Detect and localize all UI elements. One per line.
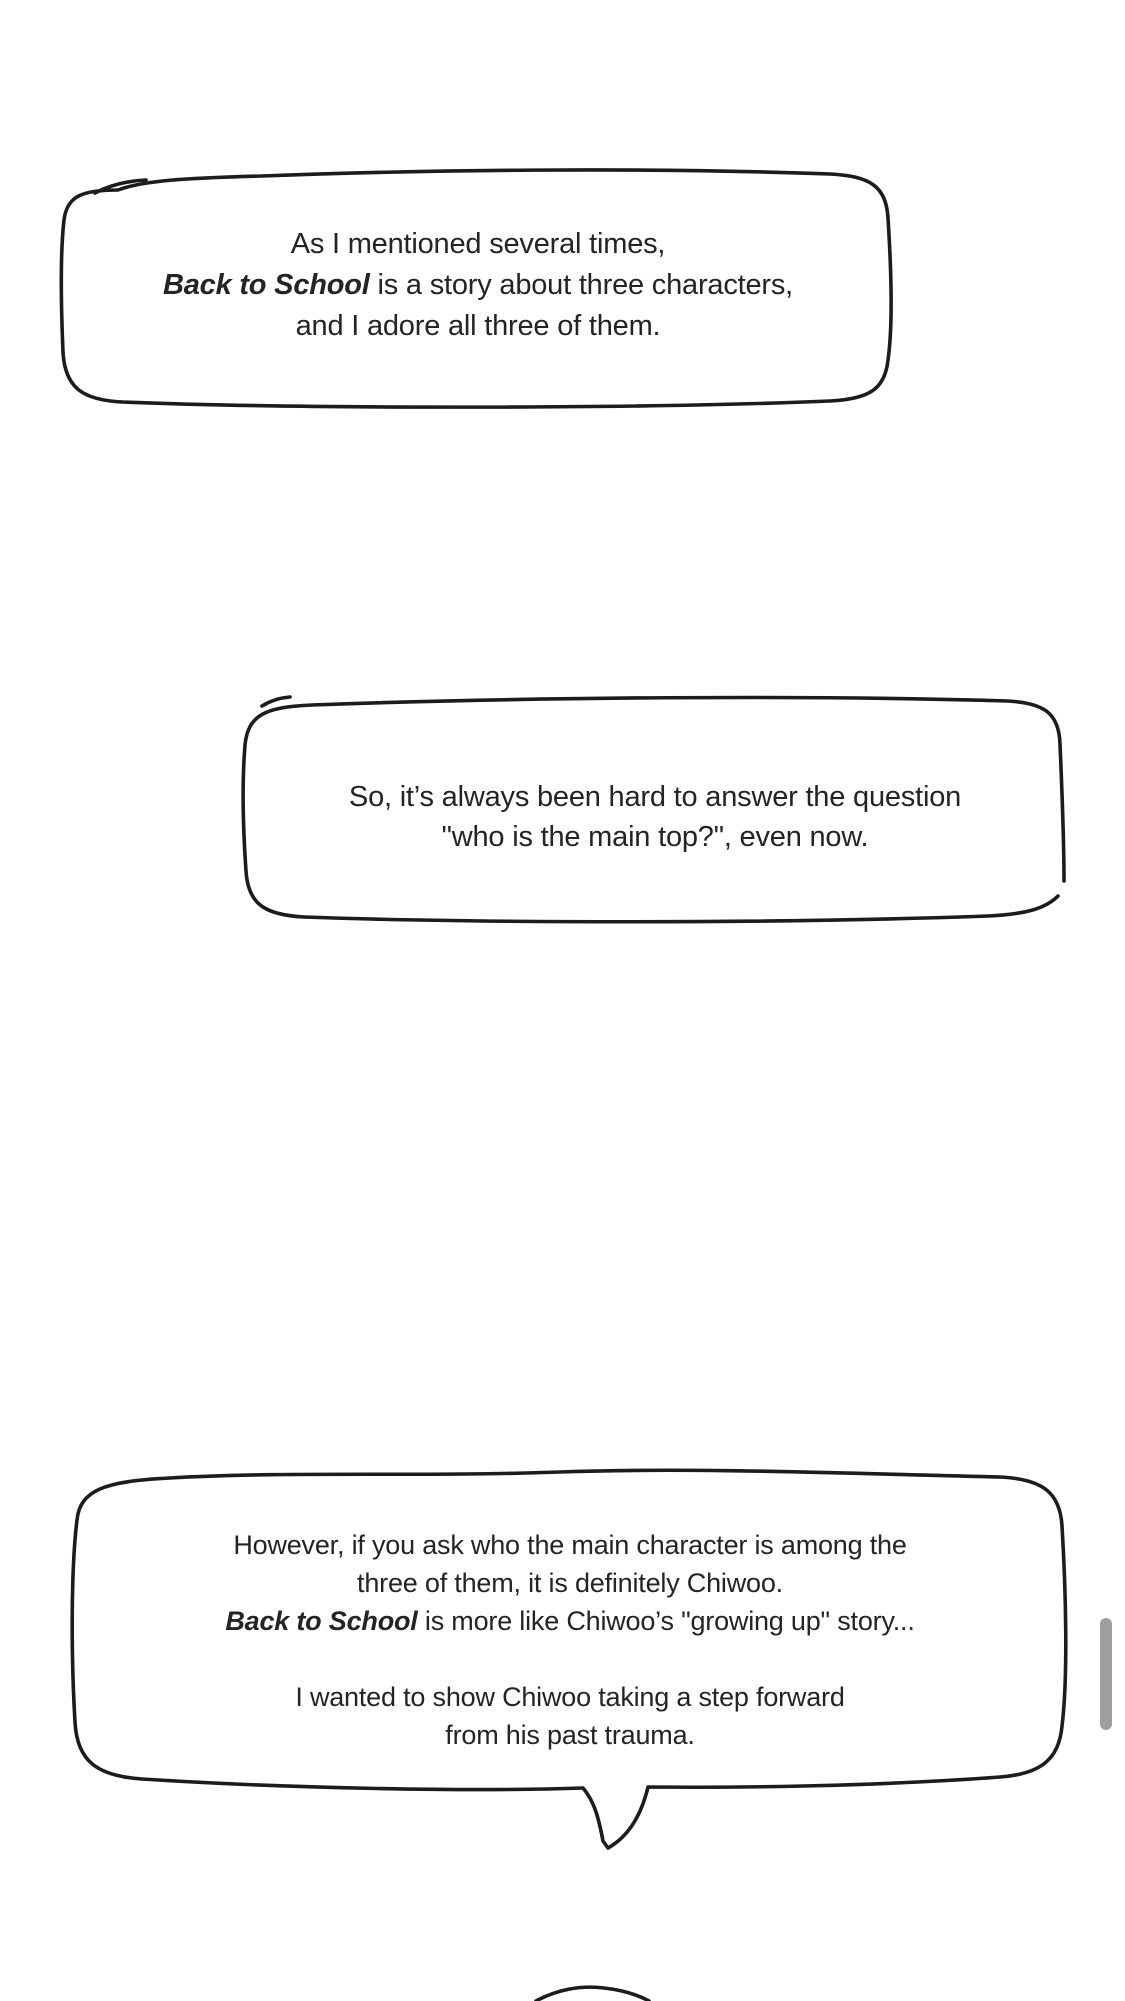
speech-bubble-1 xyxy=(63,224,893,347)
text-segment: As I mentioned several times, xyxy=(290,228,666,260)
bubble-line xyxy=(85,1716,1055,1754)
text-segment: from his past trauma. xyxy=(445,1720,695,1750)
bubble-line xyxy=(63,224,893,265)
speech-bubble-2 xyxy=(245,777,1065,857)
bubble-line xyxy=(63,306,893,347)
text-segment: I wanted to show Chiwoo taking a step forward xyxy=(295,1682,845,1712)
text-segment: three of them, it is definitely Chiwoo. xyxy=(357,1568,783,1598)
bubble-line xyxy=(85,1564,1055,1602)
book-title-emphasis: Back to School xyxy=(225,1606,418,1636)
bubble-line xyxy=(245,777,1065,817)
speech-bubble-2-pen-overlap xyxy=(262,697,290,706)
speech-bubble-1-pen-overlap xyxy=(95,180,146,193)
bubble-line xyxy=(85,1602,1055,1640)
text-segment: However, if you ask who the main character is among the xyxy=(233,1530,907,1560)
speech-bubble-3 xyxy=(85,1526,1055,1754)
text-segment: So, it’s always been hard to answer the question xyxy=(348,781,962,813)
bubble-line xyxy=(63,265,893,306)
next-bubble-top-arc xyxy=(536,1987,649,2001)
bubble-line-blank xyxy=(85,1640,1055,1678)
text-segment: and I adore all three of them. xyxy=(295,310,661,342)
bubble-line xyxy=(85,1678,1055,1716)
bubble-line xyxy=(85,1526,1055,1564)
text-segment: "who is the main top?", even now. xyxy=(441,821,869,853)
scrollbar-thumb[interactable] xyxy=(1100,1618,1112,1730)
bubble-line xyxy=(245,817,1065,857)
book-title-emphasis: Back to School xyxy=(162,269,370,301)
text-segment: is more like Chiwoo’s "growing up" story... xyxy=(417,1606,915,1636)
text-segment: is a story about three characters, xyxy=(369,269,794,301)
